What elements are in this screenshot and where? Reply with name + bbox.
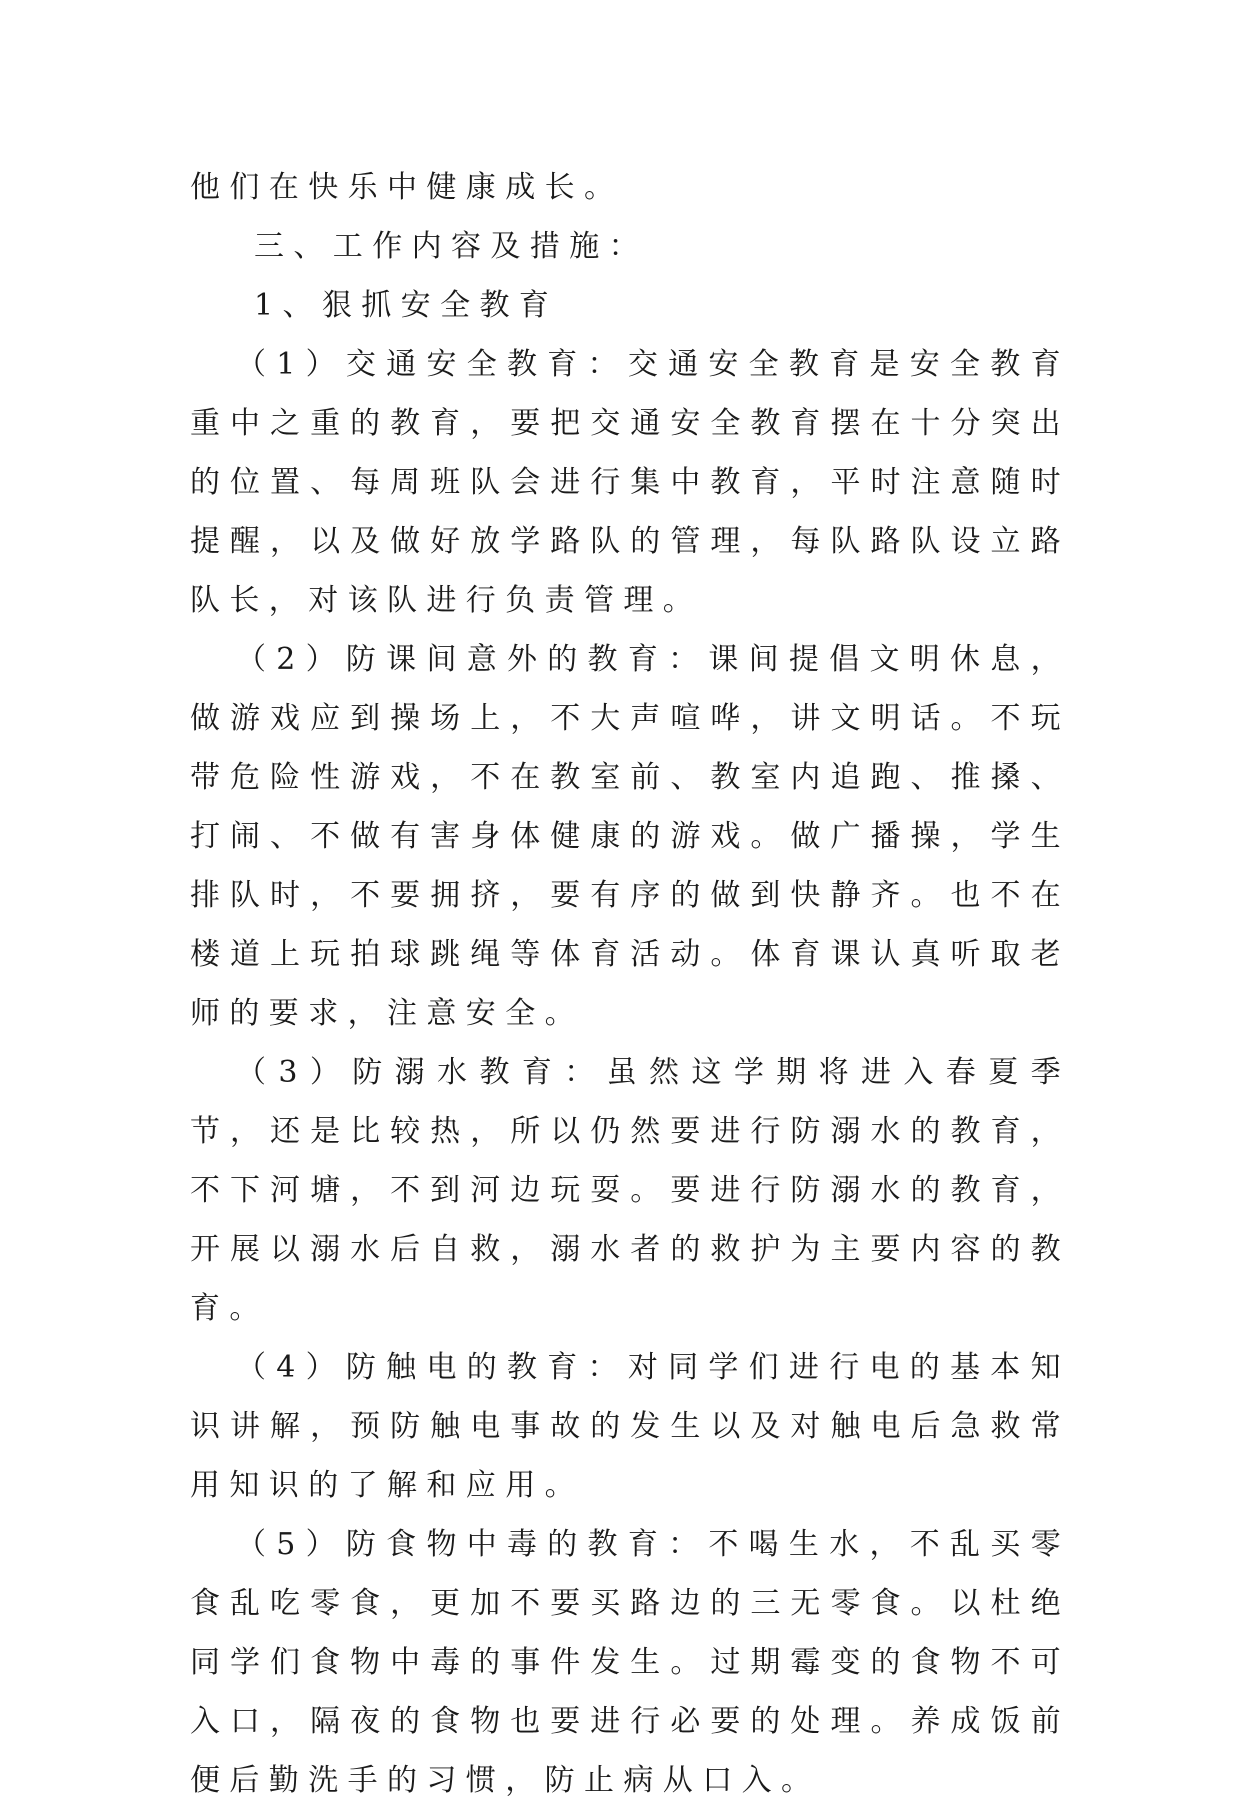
document-body [190,158,1070,1810]
paragraph-traffic-safety: （1）交通安全教育：交通安全教育是安全教育重中之重的教育，要把交通安全教育摆在十分突出的位置、每周班队会进行集中教育，平时注意随时提醒，以及做好放学路队的管理，每队路队设立路队长，对该队进行负责管理。 [190,347,1070,618]
paragraph-electric-shock-prevention: （4）防触电的教育：对同学们进行电的基本知识讲解，预防触电事故的发生以及对触电后急救常用知识的了解和应用。 [190,1350,1070,1503]
paragraph-continuation: 他们在快乐中健康成长。 [190,170,624,205]
paragraph-food-poisoning-prevention: （5）防食物中毒的教育：不喝生水，不乱买零食乱吃零食，更加不要买路边的三无零食。以杜绝同学们食物中毒的事件发生。过期霉变的食物不可入口，隔夜的食物也要进行必要的处理。养成饭前便后勤洗手的习惯，防止病从口入。 [190,1527,1070,1798]
paragraph-drowning-prevention: （3）防溺水教育：虽然这学期将进入春夏季节，还是比较热，所以仍然要进行防溺水的教育，不下河塘，不到河边玩耍。要进行防溺水的教育，开展以溺水后自救，溺水者的救护为主要内容的教育。 [190,1055,1070,1326]
paragraph-recess-safety: （2）防课间意外的教育：课间提倡文明休息，做游戏应到操场上，不大声喧哗，讲文明话。不玩带危险性游戏，不在教室前、教室内追跑、推搡、打闹、不做有害身体健康的游戏。做广播操，学生排队时，不要拥挤，要有序的做到快静齐。也不在楼道上玩拍球跳绳等体育活动。体育课认真听取老师的要求，注意安全。 [190,642,1070,1031]
subsection-heading-1: 1、狠抓安全教育 [254,288,559,323]
section-heading-3: 三、工作内容及措施： [254,229,648,264]
